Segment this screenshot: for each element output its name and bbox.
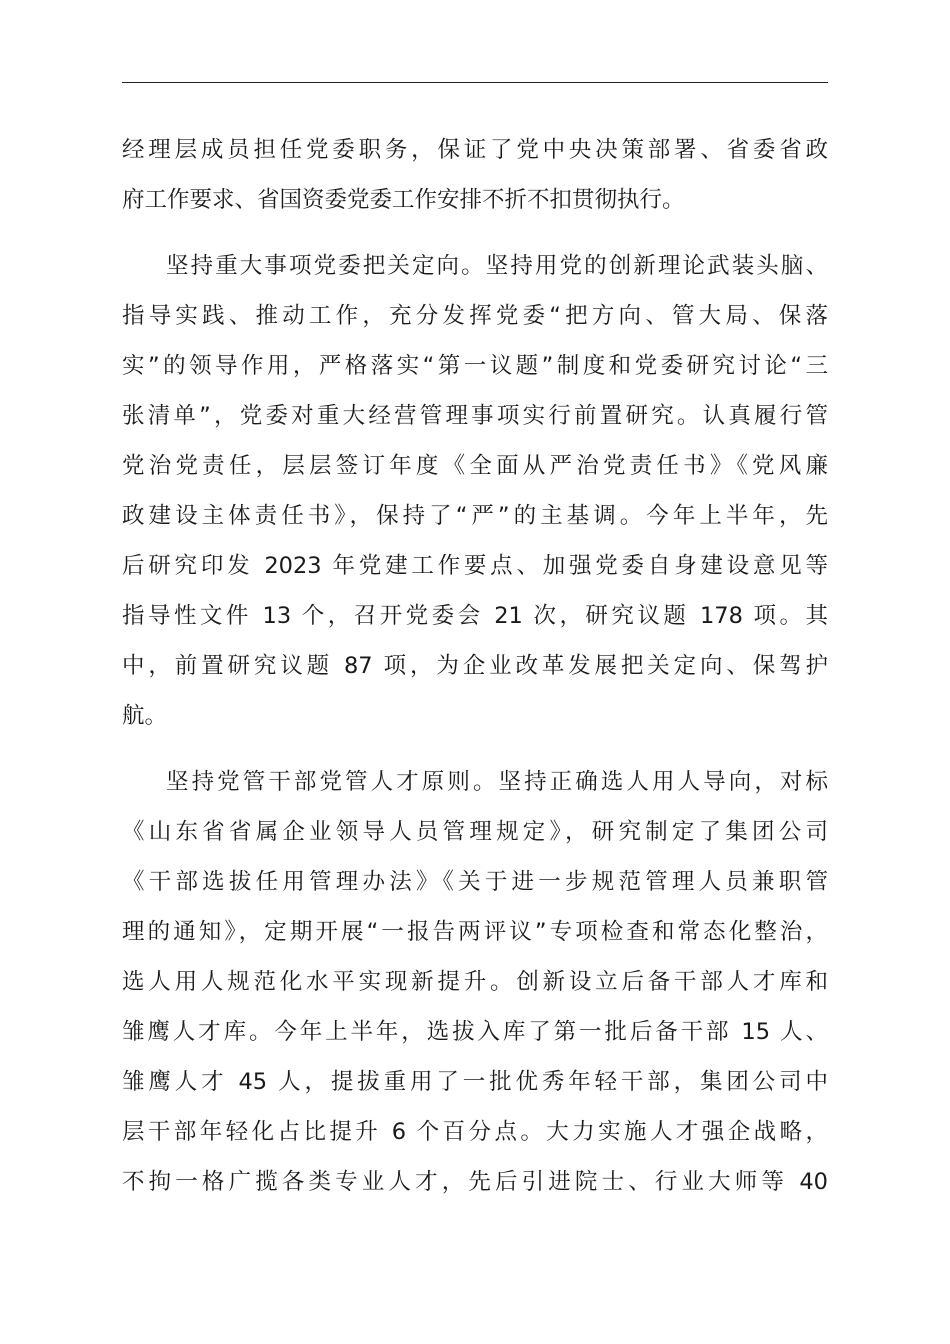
paragraph-spacing [122, 741, 828, 757]
document-body [122, 125, 828, 1207]
paragraph-spacing [122, 225, 828, 241]
text-line: 《干部选拔任用管理办法》《关于进一步规范管理人员兼职管 [122, 869, 828, 895]
text-line: 《山东省省属企业领导人员管理规定》，研究制定了集团公司 [122, 819, 828, 845]
text-line: 中，前置研究议题 87 项，为企业改革发展把关定向、保驾护 [122, 653, 828, 679]
text-line: 雏鹰人才库。今年上半年，选拔入库了第一批后备干部 15 人、 [122, 1019, 828, 1045]
text-line: 后研究印发 2023 年党建工作要点、加强党委自身建设意见等 [122, 553, 828, 579]
paragraph-2 [122, 241, 828, 741]
text-line: 航。 [122, 703, 168, 729]
text-line: 指导实践、推动工作，充分发挥党委“把方向、管大局、保落 [122, 303, 828, 329]
text-line: 府工作要求、省国资委党委工作安排不折不扣贯彻执行。 [122, 187, 685, 213]
paragraph-3 [122, 757, 828, 1207]
text-line: 选人用人规范化水平实现新提升。创新设立后备干部人才库和 [122, 969, 828, 995]
text-line: 不拘一格广揽各类专业人才，先后引进院士、行业大师等 40 [122, 1169, 828, 1195]
text-line: 层干部年轻化占比提升 6 个百分点。大力实施人才强企战略， [122, 1119, 828, 1145]
text-line: 实”的领导作用，严格落实“第一议题”制度和党委研究讨论“三 [122, 353, 828, 379]
text-line: 经理层成员担任党委职务，保证了党中央决策部署、省委省政 [122, 137, 828, 163]
text-line: 坚持党管干部党管人才原则。坚持正确选人用人导向，对标 [166, 769, 828, 795]
text-line: 理的通知》，定期开展“一报告两评议”专项检查和常态化整治， [122, 919, 828, 945]
header-rule [122, 82, 828, 83]
paragraph-1 [122, 125, 828, 225]
text-line: 政建设主体责任书》，保持了“严”的主基调。今年上半年，先 [122, 503, 828, 529]
text-line: 张清单”，党委对重大经营管理事项实行前置研究。认真履行管 [122, 403, 828, 429]
text-line: 党治党责任，层层签订年度《全面从严治党责任书》《党风廉 [122, 453, 828, 479]
text-line: 指导性文件 13 个，召开党委会 21 次，研究议题 178 项。其 [122, 603, 828, 629]
text-line: 雏鹰人才 45 人，提拔重用了一批优秀年轻干部，集团公司中 [122, 1069, 828, 1095]
text-line: 坚持重大事项党委把关定向。坚持用党的创新理论武装头脑、 [166, 253, 828, 279]
